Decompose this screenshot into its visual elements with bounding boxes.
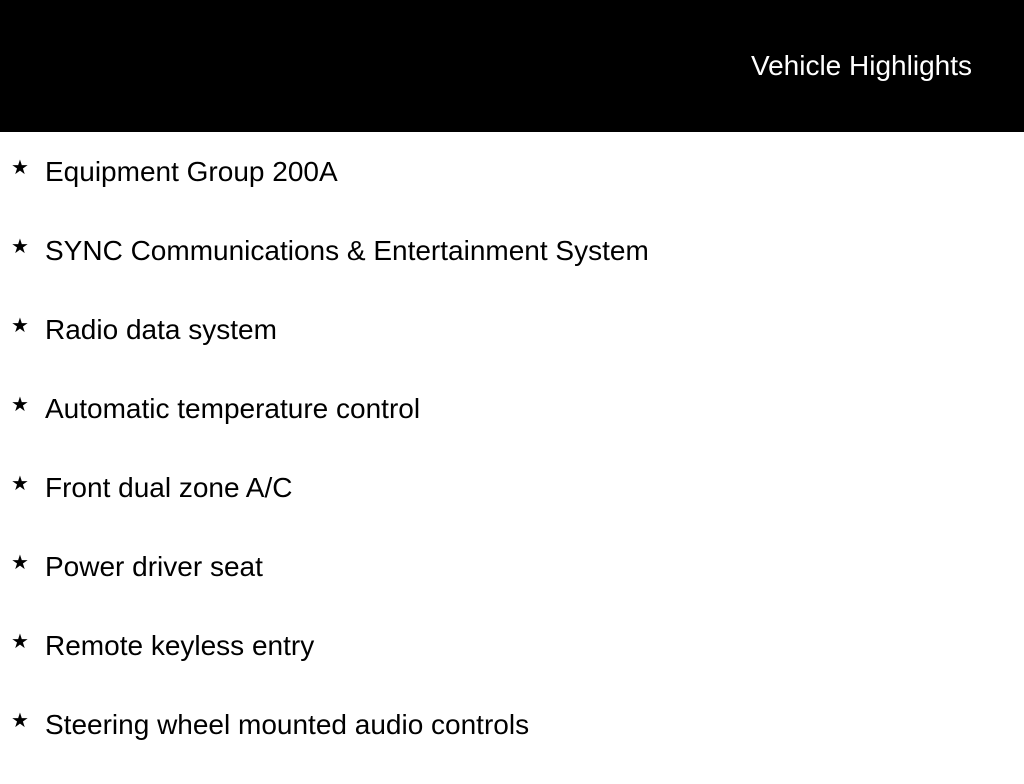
star-icon: ★ bbox=[11, 394, 29, 416]
highlight-label: Steering wheel mounted audio controls bbox=[45, 709, 530, 740]
list-item bbox=[0, 547, 1024, 626]
list-item bbox=[0, 152, 1024, 231]
list-item bbox=[0, 389, 1024, 468]
star-icon: ★ bbox=[11, 552, 29, 574]
star-icon: ★ bbox=[11, 710, 29, 732]
star-icon: ★ bbox=[11, 473, 29, 495]
list-item bbox=[0, 231, 1024, 310]
star-icon: ★ bbox=[11, 236, 29, 258]
list-item bbox=[0, 310, 1024, 389]
header-bar bbox=[0, 0, 1024, 132]
highlight-label: Equipment Group 200A bbox=[45, 156, 338, 187]
list-item bbox=[0, 468, 1024, 547]
highlight-label: Front dual zone A/C bbox=[45, 472, 293, 503]
list-item bbox=[0, 626, 1024, 705]
highlight-label: Radio data system bbox=[45, 314, 277, 345]
star-icon: ★ bbox=[11, 157, 29, 179]
highlight-label: Automatic temperature control bbox=[45, 393, 421, 424]
list-item bbox=[0, 705, 1024, 784]
highlight-label: Power driver seat bbox=[45, 551, 263, 582]
highlights-list bbox=[0, 152, 1024, 784]
star-icon: ★ bbox=[11, 631, 29, 653]
page-title: Vehicle Highlights bbox=[750, 50, 972, 81]
star-icon: ★ bbox=[11, 315, 29, 337]
highlight-label: SYNC Communications & Entertainment System bbox=[45, 235, 649, 266]
highlight-label: Remote keyless entry bbox=[45, 630, 315, 661]
